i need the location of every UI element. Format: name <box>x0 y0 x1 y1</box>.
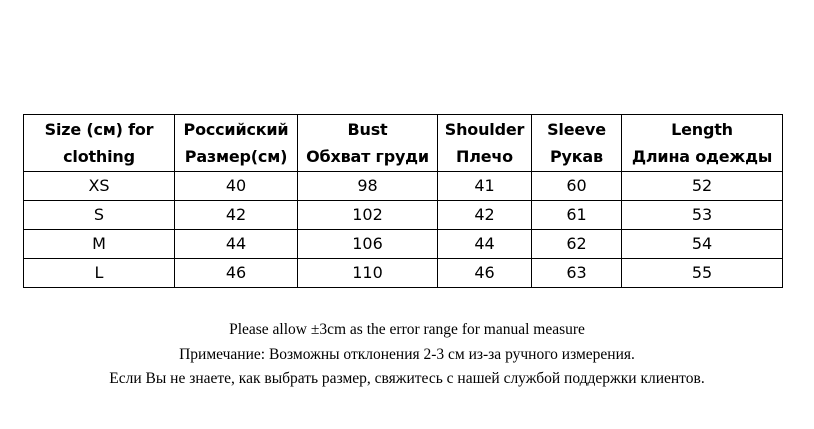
header-russian-size <box>175 115 298 172</box>
cell-size: XS <box>24 172 175 201</box>
header-bust <box>298 115 438 172</box>
cell-length: 52 <box>622 172 783 201</box>
header-size-line1: Size (см) for <box>44 120 154 139</box>
cell-size: M <box>24 230 175 259</box>
header-shoulder <box>438 115 532 172</box>
cell-sleeve: 61 <box>532 201 622 230</box>
table-header-row <box>24 115 783 172</box>
header-bust-line1: Bust <box>347 120 388 139</box>
cell-bust: 98 <box>298 172 438 201</box>
table-row <box>24 201 783 230</box>
header-sleeve-line1: Sleeve <box>547 120 606 139</box>
cell-size: S <box>24 201 175 230</box>
cell-russian-size: 40 <box>175 172 298 201</box>
cell-sleeve: 60 <box>532 172 622 201</box>
header-russian-size-line1: Российский <box>183 120 289 139</box>
cell-length: 54 <box>622 230 783 259</box>
table-row <box>24 172 783 201</box>
table-row <box>24 259 783 288</box>
header-shoulder-line2: Плечо <box>456 147 513 166</box>
header-size-line2: clothing <box>63 147 135 166</box>
cell-russian-size: 42 <box>175 201 298 230</box>
cell-sleeve: 63 <box>532 259 622 288</box>
cell-shoulder: 46 <box>438 259 532 288</box>
header-bust-line2: Обхват груди <box>306 147 429 166</box>
cell-russian-size: 44 <box>175 230 298 259</box>
note-error-range: Please allow ±3cm as the error range for manual measure <box>229 321 585 338</box>
cell-length: 53 <box>622 201 783 230</box>
cell-shoulder: 44 <box>438 230 532 259</box>
note-deviation-ru: Примечание: Возможны отклонения 2-3 см из-за ручного измерения. <box>179 345 635 363</box>
size-chart-table <box>23 114 783 288</box>
table-row <box>24 230 783 259</box>
header-sleeve <box>532 115 622 172</box>
header-length-line1: Length <box>671 120 733 139</box>
header-length <box>622 115 783 172</box>
note-contact-support-ru: Если Вы не знаете, как выбрать размер, свяжитесь с нашей службой поддержки клиентов. <box>109 370 705 387</box>
cell-length: 55 <box>622 259 783 288</box>
measurement-notes <box>0 318 814 392</box>
cell-size: L <box>24 259 175 288</box>
header-sleeve-line2: Рукав <box>550 147 603 166</box>
cell-shoulder: 42 <box>438 201 532 230</box>
cell-bust: 102 <box>298 201 438 230</box>
header-shoulder-line1: Shoulder <box>444 120 525 139</box>
cell-shoulder: 41 <box>438 172 532 201</box>
header-length-line2: Длина одежды <box>631 147 773 166</box>
cell-bust: 110 <box>298 259 438 288</box>
cell-sleeve: 62 <box>532 230 622 259</box>
cell-bust: 106 <box>298 230 438 259</box>
header-russian-size-line2: Размер(см) <box>184 147 288 166</box>
header-size <box>24 115 175 172</box>
cell-russian-size: 46 <box>175 259 298 288</box>
